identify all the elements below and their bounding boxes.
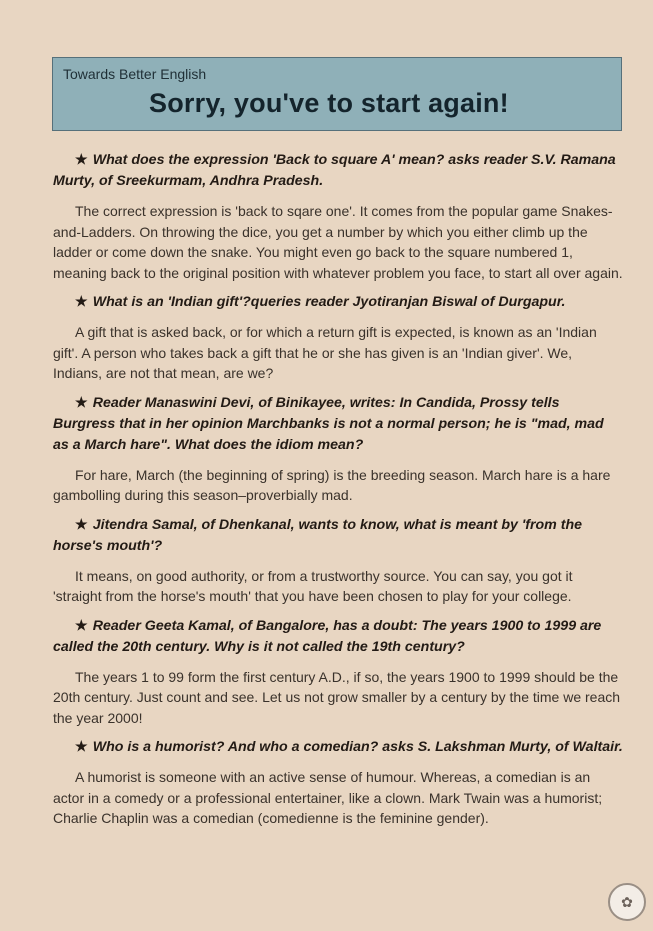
answer-3: For hare, March (the beginning of spring) is the breeding season. March hare is a hare gambolling during this season–proverbially mad. xyxy=(53,466,611,503)
answer-2: A gift that is asked back, or for which a return gift is expected, is known as an 'Indian gift'. A person who takes back a gift that he or she has given is an 'Indian giver'. We, Indians, are not that mean, are we? xyxy=(53,324,597,381)
question-2: ★ What is an 'Indian gift'?queries reader Jyotiranjan Biswal of Durgapur. xyxy=(75,294,566,310)
star-icon: ★ xyxy=(75,294,88,310)
star-icon: ★ xyxy=(75,516,88,533)
question-3: ★ Reader Manaswini Devi, of Binikayee, writes: In Candida, Prossy tells Burgress that in her opinion Marchbanks is not a normal person; he is "mad, mad as a March hare". What does the idiom mean? xyxy=(53,394,604,453)
star-icon: ★ xyxy=(75,152,88,168)
question-5: ★ Reader Geeta Kamal, of Bangalore, has a doubt: The years 1900 to 1999 are called the 20th century. Why is it not called the 19th century? xyxy=(53,617,602,655)
header-banner xyxy=(52,57,622,131)
qa-content xyxy=(53,150,623,838)
answer-5: The years 1 to 99 form the first century A.D., if so, the years 1900 to 1999 should be the 20th century. Just count and see. Let us not grow smaller by a century by the time we reach the year 2000! xyxy=(53,668,621,726)
seal-icon: ✿ xyxy=(608,883,646,921)
question-1: ★ What does the expression 'Back to square A' mean? asks reader S.V. Ramana Murty, of Sreekurmam, Andhra Pradesh. xyxy=(53,152,616,189)
star-icon: ★ xyxy=(75,739,88,755)
answer-1: The correct expression is 'back to sqare one'. It comes from the popular game Snakes-and-Ladders. On throwing the dice, you get a number by which you either climb up the ladder or come down the snake. You might even go back to the square numbered 1, meaning back to the original position with whatever problem you face, to start all over again. xyxy=(53,203,623,281)
answer-4: It means, on good authority, or from a trustworthy source. You can say, you got it 'straight from the horse's mouth' that you have been chosen to play for your college. xyxy=(53,567,573,604)
star-icon: ★ xyxy=(75,394,88,411)
page-title: Sorry, you've to start again! xyxy=(149,88,509,118)
star-icon: ★ xyxy=(75,617,88,634)
answer-6: A humorist is someone with an active sense of humour. Whereas, a comedian is an actor in a comedy or a professional entertainer, like a clown. Mark Twain was a humorist; Charlie Chaplin was a comedian (comedienne is the feminine gender). xyxy=(53,769,603,826)
question-6: ★ Who is a humorist? And who a comedian? asks S. Lakshman Murty, of Waltair. xyxy=(75,739,623,755)
series-title: Towards Better English xyxy=(63,66,207,82)
question-4: ★ Jitendra Samal, of Dhenkanal, wants to know, what is meant by 'from the horse's mouth'? xyxy=(53,516,582,554)
